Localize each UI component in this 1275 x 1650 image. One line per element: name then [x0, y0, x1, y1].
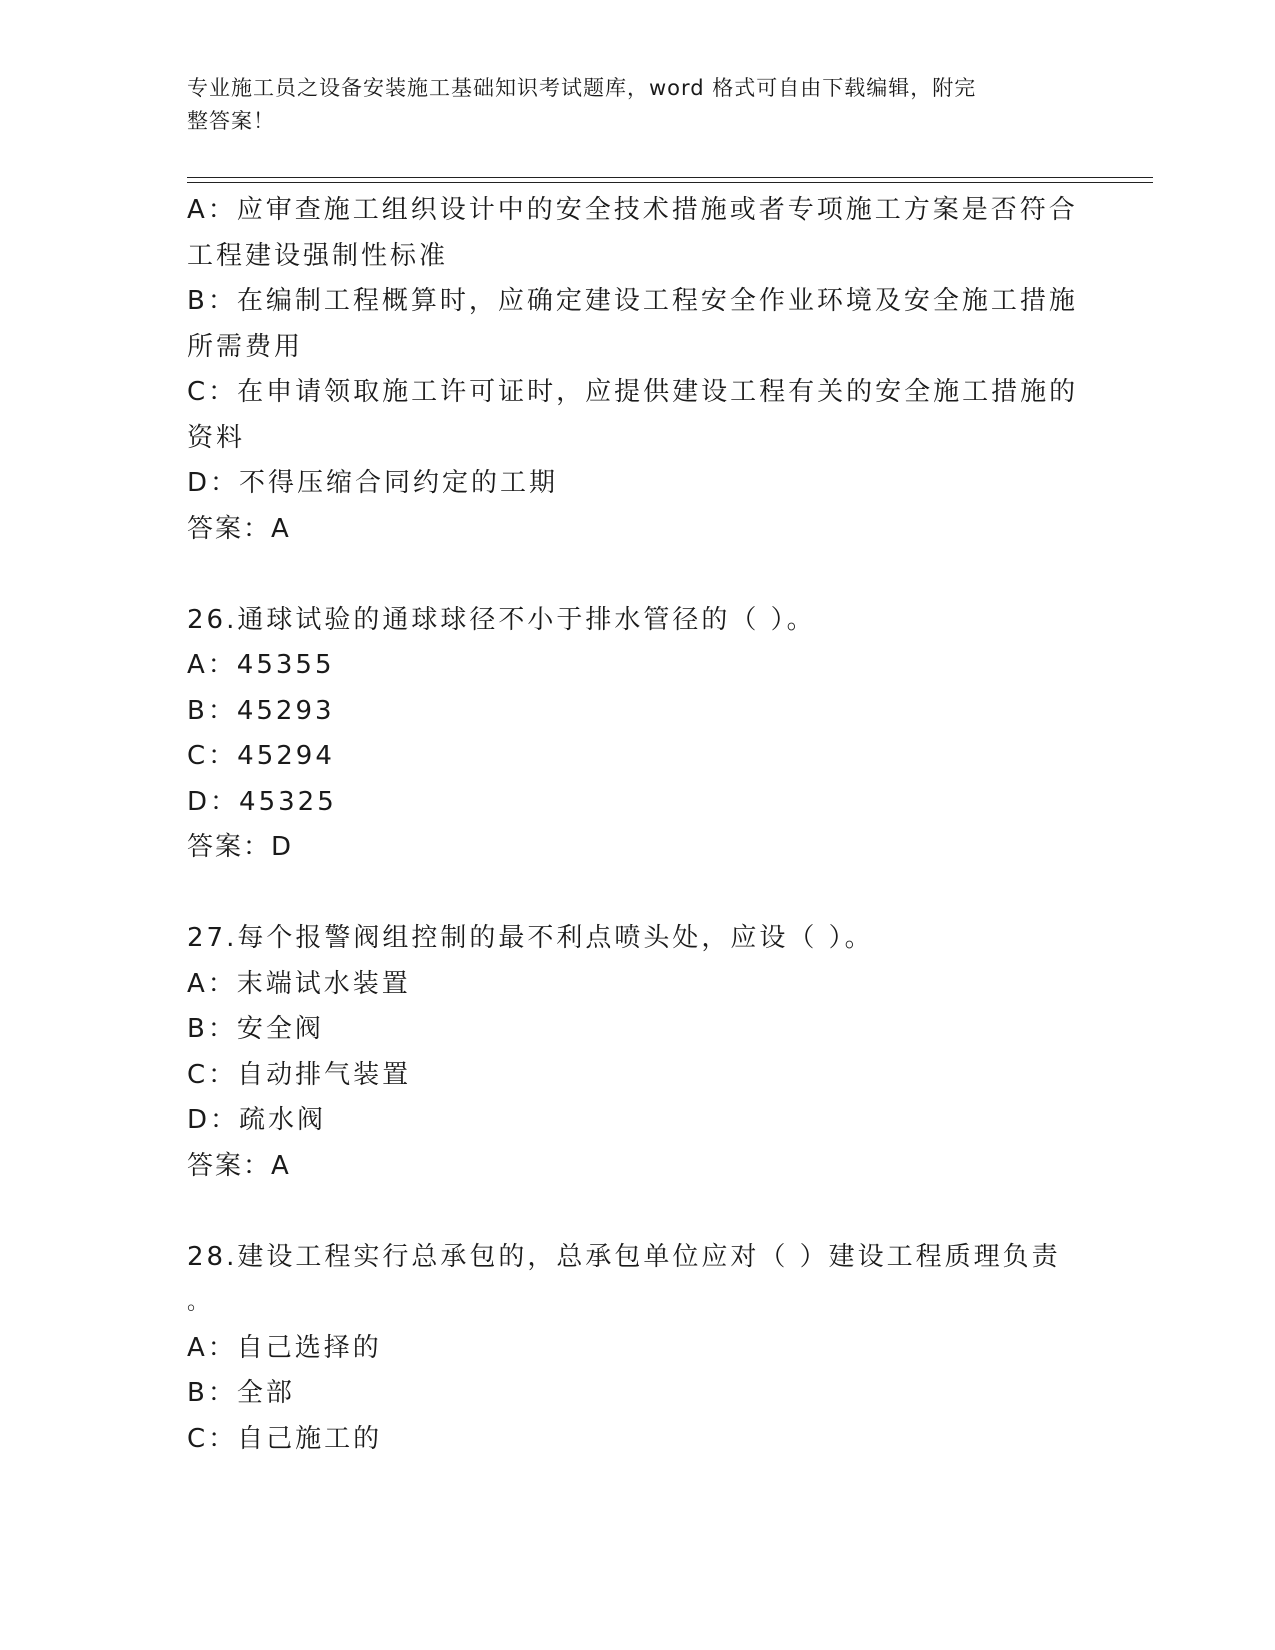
option-b: B：全部	[187, 1378, 295, 1408]
question-text-line-1: 28.建设工程实行总承包的，总承包单位应对（ ）建设工程质理负责	[187, 1241, 1061, 1272]
header-line-1: 专业施工员之设备安装施工基础知识考试题库，word 格式可自由下载编辑，附完	[187, 76, 977, 100]
header-divider-top	[187, 177, 1153, 178]
option-d: D：45325	[187, 786, 337, 817]
option-a-line-1: A：应审查施工组织设计中的安全技术措施或者专项施工方案是否符合	[187, 195, 1078, 225]
option-b: B：安全阀	[187, 1014, 324, 1044]
question-text-line-2: 。	[187, 1290, 213, 1315]
option-c: C：自动排气装置	[187, 1059, 412, 1090]
question-text: 27.每个报警阀组控制的最不利点喷头处，应设（ ）。	[187, 923, 874, 953]
question-28	[187, 1235, 1087, 1463]
answer: 答案：D	[187, 832, 294, 862]
option-a-line-2: 工程建设强制性标准	[187, 240, 449, 271]
option-a: A：末端试水装置	[187, 968, 411, 999]
answer: 答案：A	[187, 1150, 291, 1181]
option-d: D：不得压缩合同约定的工期	[187, 468, 559, 498]
option-c: C：自己施工的	[187, 1423, 383, 1454]
option-c: C：45294	[187, 741, 335, 771]
option-c-line-1: C：在申请领取施工许可证时，应提供建设工程有关的安全施工措施的	[187, 377, 1079, 407]
option-c-line-2: 资料	[187, 422, 246, 453]
header-line-2: 整答案！	[187, 109, 275, 133]
spacer	[187, 871, 1087, 917]
spacer	[187, 552, 1087, 598]
option-a: A：自己选择的	[187, 1332, 382, 1363]
answer: 答案：A	[187, 513, 291, 544]
question-25-options	[187, 188, 1087, 552]
option-b-line-1: B：在编制工程概算时，应确定建设工程安全作业环境及安全施工措施	[187, 286, 1078, 316]
question-text: 26.通球试验的通球球径不小于排水管径的（ ）。	[187, 604, 816, 635]
option-b: B：45293	[187, 695, 335, 726]
spacer	[187, 1189, 1087, 1235]
document-body	[187, 188, 1087, 1462]
option-d: D：疏水阀	[187, 1105, 327, 1135]
option-a: A：45355	[187, 650, 335, 680]
option-b-line-2: 所需费用	[187, 331, 304, 362]
document-header	[187, 72, 1067, 138]
header-divider-bottom	[187, 182, 1153, 183]
question-26	[187, 598, 1087, 871]
question-27	[187, 916, 1087, 1189]
